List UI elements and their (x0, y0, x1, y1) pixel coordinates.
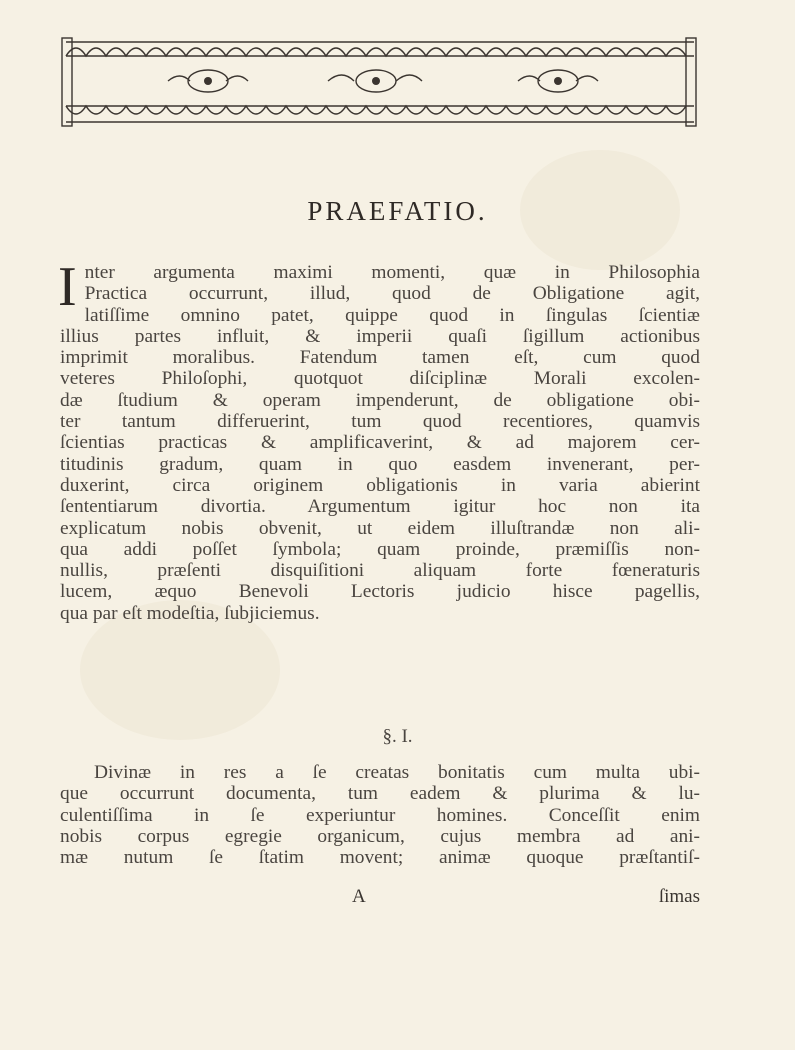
text-line: illius partes influit, & imperii quaſi ſigillum actionibus (60, 325, 700, 347)
text-line: nobis corpus egregie organicum, cujus membra ad ani- (60, 825, 700, 847)
text-line: nullis, præſenti disquiſitioni aliquam forte fœneraturis (60, 560, 700, 582)
catchword: ſimas (658, 886, 700, 907)
text-line: que occurrunt documenta, tum eadem & plurima & lu- (60, 783, 700, 805)
text-line: Practica occurrunt, illud, quod de Obligatione agit, (84, 283, 700, 305)
text-line: lucem, æquo Benevoli Lectoris judicio hisce pagellis, (60, 581, 700, 603)
text-line: dæ ſtudium & operam impenderunt, de obligatione obi- (60, 389, 700, 411)
text-line: ſcientias practicas & amplificaverint, & ad majorem cer- (60, 432, 700, 454)
text-line: culentiſſima in ſe experiuntur homines. Conceſſit enim (60, 804, 700, 826)
paragraph-intro (58, 256, 700, 624)
drop-cap: I (58, 256, 77, 318)
text-line: qua par eſt modeſtia, ſubjiciemus. (60, 602, 320, 624)
text-line: veteres Philoſophi, quotquot diſciplinæ Morali excolen- (60, 368, 700, 390)
headpiece-ornament (58, 30, 700, 130)
text-line: Divinæ in res a ſe creatas bonitatis cum multa ubi- (94, 762, 700, 783)
text-line: explicatum nobis obvenit, ut eidem illuſtrandæ non ali- (60, 517, 700, 539)
text-line: latiſſime omnino patet, quippe quod in ſingulas ſcientiæ (84, 304, 700, 326)
section-heading: §. I. (382, 726, 413, 747)
text-line: duxerint, circa originem obligationis in varia abierint (60, 474, 700, 496)
signature-mark: A (352, 886, 366, 907)
text-line: titudinis gradum, quam in quo easdem invenerant, per- (60, 453, 700, 475)
text-line: imprimit moralibus. Fatendum tamen eſt, cum quod (60, 347, 700, 369)
page-title: PRAEFATIO. (307, 196, 488, 226)
paragraph-section-1 (60, 762, 700, 868)
text-line: ter tantum differuerint, tum quod recentiores, quamvis (60, 411, 700, 433)
page-footer (60, 886, 700, 910)
text-line: qua addi poſſet ſymbola; quam proinde, præmiſſis non- (60, 538, 700, 560)
text-line: ſententiarum divortia. Argumentum igitur hoc non ita (60, 496, 700, 518)
text-line: mæ nutum ſe ſtatim movent; animæ quoque præſtantiſ- (60, 847, 700, 869)
text-line: nter argumenta maximi momenti, quæ in Philosophia (84, 262, 700, 283)
